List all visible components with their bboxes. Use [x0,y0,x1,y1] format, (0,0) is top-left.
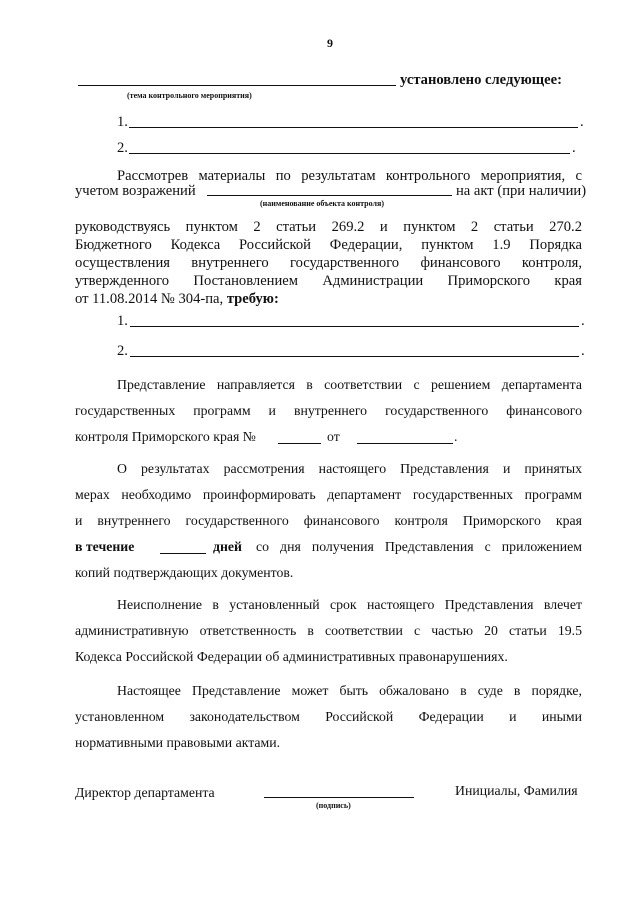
signature-name: Инициалы, Фамилия [455,783,578,798]
top-list-item-2-number: 2. [117,140,128,156]
demand-list-item-2-number: 2. [117,343,128,359]
demand-list-item-1-number: 1. [117,313,128,329]
liability-line-1: Неисполнение в установленный срок настоящего Представления влечет [117,597,582,612]
direction-date-blank [357,443,453,444]
basis-line-1: руководствуясь пунктом 2 статьи 269.2 и пунктом 2 статьи 270.2 [75,219,582,235]
liability-line-2: административную ответственность в соответствии с частью 20 статьи 19.5 [75,623,582,638]
results-days-label: дней [213,539,243,554]
page-number: 9 [327,36,333,50]
appeal-line-2: установленном законодательством Российской Федерации и иными [75,709,582,724]
direction-period: . [454,429,458,444]
results-line-5: копий подтверждающих документов. [75,565,294,580]
direction-line-1: Представление направляется в соответствии с решением департамента [117,377,582,392]
results-line-1: О результатах рассмотрения настоящего Представления и принятых [117,461,582,476]
appeal-line-1: Настоящее Представление может быть обжаловано в суде в порядке, [117,683,582,698]
results-within-label: в течение [75,539,135,554]
demand-list-item-2-line [130,356,579,357]
direction-from-label: от [327,429,340,444]
top-list-item-2-line [129,153,570,154]
object-caption: (наименование объекта контроля) [260,199,384,208]
topic-blank-line [78,85,396,86]
basis-last-line [75,290,279,308]
objections-line-2-right: на акт (при наличии) [456,183,587,199]
top-list-item-1-number: 1. [117,114,128,130]
direction-number-blank [278,443,321,444]
objections-line-1: Рассмотрев материалы по результатам контрольного мероприятия, с [117,168,582,184]
objections-blank-line [207,195,452,196]
top-list-item-1-line [129,127,578,128]
demand-list-item-1-line [130,326,579,327]
signature-caption: (подпись) [316,801,351,810]
demand-list-item-1-period: . [581,313,585,329]
results-line-2: мерах необходимо проинформировать департамент государственных программ [75,487,582,502]
basis-line-2: Бюджетного Кодекса Российской Федерации, пунктом 1.9 Порядка [75,237,582,253]
basis-line-4: утвержденного Постановлением Администрации Приморского края [75,273,582,289]
basis-line-3: осуществления внутреннего государственного финансового контроля, [75,255,582,271]
top-list-item-2-period: . [572,140,576,156]
topic-caption: (тема контрольного мероприятия) [127,91,252,100]
signature-line [264,797,414,798]
liability-line-3: Кодекса Российской Федерации об административных правонарушениях. [75,649,508,664]
direction-line-2: государственных программ и внутреннего государственного финансового [75,403,582,418]
demand-list-item-2-period: . [581,343,585,359]
results-line-3: и внутреннего государственного финансового контроля Приморского края [75,513,582,528]
established-text: установлено следующее: [400,72,562,88]
objections-line-2-left: учетом возражений [75,183,196,199]
appeal-line-3: нормативными правовыми актами. [75,735,281,750]
signature-position: Директор департамента [75,785,215,800]
direction-line-3-prefix: контроля Приморского края № [75,429,256,444]
demand-text: требую: [226,291,279,307]
results-days-blank [160,553,206,554]
top-list-item-1-period: . [580,114,584,130]
basis-date-ref: от 11.08.2014 № 304-па, [75,291,224,307]
results-line-4-rest: со дня получения Представления с приложением [256,539,582,554]
